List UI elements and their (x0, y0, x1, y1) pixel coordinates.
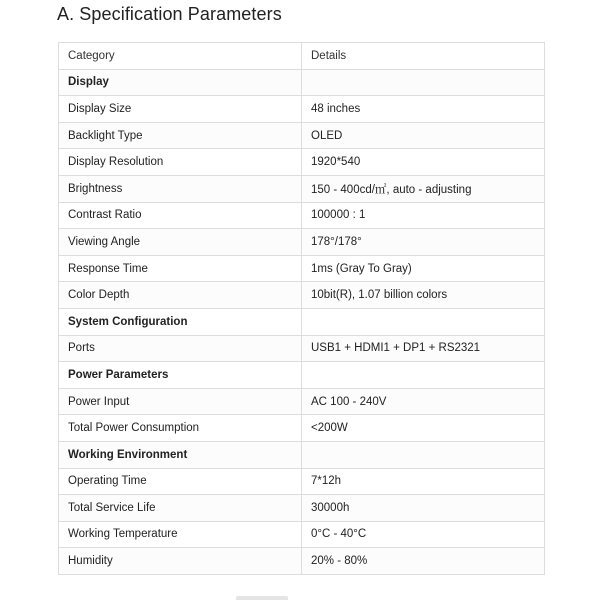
category-cell: Total Service Life (59, 495, 302, 522)
details-cell: <200W (302, 415, 545, 442)
details-cell: 30000h (302, 495, 545, 522)
category-cell: Viewing Angle (59, 229, 302, 256)
details-cell: 7*12h (302, 468, 545, 495)
details-cell (302, 441, 545, 468)
details-cell: 178°/178° (302, 229, 545, 256)
category-cell: Working Temperature (59, 521, 302, 548)
table-group-row (59, 69, 545, 96)
table-row (59, 202, 545, 229)
header-category-cell: Category (59, 43, 302, 70)
category-cell: Ports (59, 335, 302, 362)
category-cell: Response Time (59, 255, 302, 282)
group-heading-cell: Working Environment (59, 441, 302, 468)
table-row (59, 229, 545, 256)
details-cell: 1ms (Gray To Gray) (302, 255, 545, 282)
details-cell (302, 362, 545, 389)
category-cell: Display Size (59, 96, 302, 123)
category-cell: Power Input (59, 388, 302, 415)
details-cell: OLED (302, 122, 545, 149)
header-details-cell: Details (302, 43, 545, 70)
details-cell (302, 308, 545, 335)
table-row (59, 415, 545, 442)
table-row (59, 468, 545, 495)
table-row (59, 388, 545, 415)
table-header-row (59, 43, 545, 70)
table-row (59, 495, 545, 522)
table-row (59, 122, 545, 149)
category-cell: Brightness (59, 175, 302, 202)
category-cell: Contrast Ratio (59, 202, 302, 229)
table-row (59, 96, 545, 123)
bottom-scroll-handle[interactable] (236, 596, 288, 600)
category-cell: Display Resolution (59, 149, 302, 176)
category-cell: Total Power Consumption (59, 415, 302, 442)
details-cell: USB1 + HDMI1 + DP1 + RS2321 (302, 335, 545, 362)
details-cell: 150 - 400cd/㎡, auto - adjusting (302, 175, 545, 202)
specification-table (58, 42, 545, 575)
table-group-row (59, 308, 545, 335)
table-group-row (59, 362, 545, 389)
category-cell: Color Depth (59, 282, 302, 309)
details-cell: 10bit(R), 1.07 billion colors (302, 282, 545, 309)
category-cell: Humidity (59, 548, 302, 575)
table-row (59, 255, 545, 282)
details-cell: 20% - 80% (302, 548, 545, 575)
specification-table-body (59, 43, 545, 575)
details-cell (302, 69, 545, 96)
details-cell: 100000 : 1 (302, 202, 545, 229)
details-cell: 0°C - 40°C (302, 521, 545, 548)
details-cell: 48 inches (302, 96, 545, 123)
group-heading-cell: Display (59, 69, 302, 96)
table-group-row (59, 441, 545, 468)
category-cell: Backlight Type (59, 122, 302, 149)
table-row (59, 521, 545, 548)
table-row (59, 149, 545, 176)
table-row (59, 175, 545, 202)
group-heading-cell: Power Parameters (59, 362, 302, 389)
group-heading-cell: System Configuration (59, 308, 302, 335)
table-row (59, 335, 545, 362)
table-row (59, 548, 545, 575)
section-title: A. Specification Parameters (57, 4, 282, 24)
details-cell: 1920*540 (302, 149, 545, 176)
table-row (59, 282, 545, 309)
details-cell: AC 100 - 240V (302, 388, 545, 415)
category-cell: Operating Time (59, 468, 302, 495)
